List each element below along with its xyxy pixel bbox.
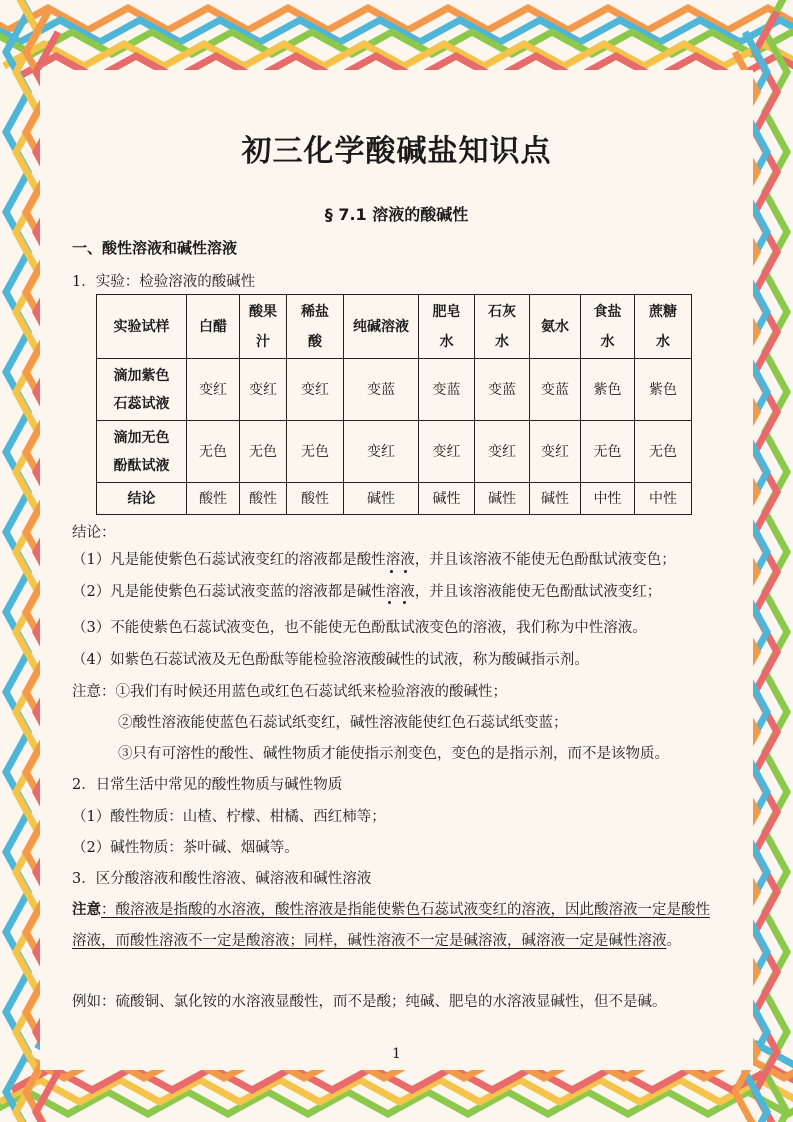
- conclusion-3: （3）不能使紫色石蕊试液变色，也不能使无色酚酞试液变色的溶液，我们称为中性溶液。: [72, 620, 647, 636]
- table-cell: 无色: [240, 421, 287, 483]
- note-1: 注意：①我们有时候还用蓝色或红色石蕊试纸来检验溶液的酸碱性；: [72, 684, 507, 700]
- table-header: 食盐水: [581, 295, 635, 359]
- note-acid-vs-acidic: [72, 894, 722, 957]
- table-cell: 变红: [419, 421, 475, 483]
- table-cell: 酸性: [287, 483, 344, 515]
- table-header: 实验试样: [97, 295, 187, 359]
- emphasis-dot: [388, 601, 391, 604]
- note-end: 。: [666, 933, 681, 949]
- table-header: 稀盐酸: [287, 295, 344, 359]
- table-cell: 变红: [187, 359, 240, 421]
- heading-acid-base-solutions: 一、酸性溶液和碱性溶液: [72, 239, 238, 257]
- table-cell: 紫色: [581, 359, 635, 421]
- table-cell: 无色: [581, 421, 635, 483]
- section-title: § 7.1 溶液的酸碱性: [324, 205, 469, 224]
- example-line: 例如：硫酸铜、氯化铵的水溶液显酸性，而不是酸；纯碱、肥皂的水溶液显碱性，但不是碱。: [72, 994, 667, 1010]
- emphasis-dot: [390, 570, 393, 573]
- table-cell: 酸性: [240, 483, 287, 515]
- note-3: ③只有可溶性的酸性、碱性物质才能使指示剂变色，变色的是指示剂，而不是该物质。: [118, 746, 669, 762]
- table-row: [97, 483, 692, 515]
- table-cell: 紫色: [635, 359, 692, 421]
- note-text: ：酸溶液是指酸的水溶液，酸性溶液是指能使紫色石蕊试液变红的溶液，因此酸溶液一定是酸性溶液，而酸性溶液不一定是酸溶液；同样，碱性溶液不一定是碱溶液，碱溶液一定是碱性溶液: [72, 902, 710, 949]
- row-label: 结论: [97, 483, 187, 515]
- conclusion-4: （4）如紫色石蕊试液及无色酚酞等能检验溶液酸碱性的试液，称为酸碱指示剂。: [72, 652, 589, 668]
- table-cell: 变蓝: [419, 359, 475, 421]
- basic-substances: （2）碱性物质：茶叶碱、烟碱等。: [72, 840, 299, 856]
- table-header: 酸果汁: [240, 295, 287, 359]
- table-row: [97, 359, 692, 421]
- row-label: 滴加紫色石蕊试液: [97, 359, 187, 421]
- table-cell: 变红: [344, 421, 419, 483]
- row-label: 滴加无色酚酞试液: [97, 421, 187, 483]
- table-cell: 中性: [635, 483, 692, 515]
- table-cell: 无色: [635, 421, 692, 483]
- table-header: 石灰水: [475, 295, 530, 359]
- conclusion-label: 结论：: [72, 525, 116, 541]
- page-title: 初三化学酸碱盐知识点: [241, 134, 552, 169]
- table-cell: 酸性: [187, 483, 240, 515]
- emphasis-dot: [403, 601, 406, 604]
- table-cell: 中性: [581, 483, 635, 515]
- table-cell: 碱性: [475, 483, 530, 515]
- table-cell: 变红: [530, 421, 581, 483]
- table-cell: 无色: [287, 421, 344, 483]
- table-header: 白醋: [187, 295, 240, 359]
- item-1-experiment: 1．实验：检验溶液的酸碱性: [72, 274, 256, 290]
- note-label: 注意: [72, 901, 101, 918]
- table-cell: 变蓝: [344, 359, 419, 421]
- table-header: 纯碱溶液: [344, 295, 419, 359]
- table-row: [97, 421, 692, 483]
- table-cell: 变红: [287, 359, 344, 421]
- acidic-substances: （1）酸性物质：山楂、柠檬、柑橘、西红柿等；: [72, 809, 386, 825]
- table-cell: 变蓝: [530, 359, 581, 421]
- table-cell: 变红: [475, 421, 530, 483]
- table-cell: 无色: [187, 421, 240, 483]
- item-3-heading: 3．区分酸溶液和酸性溶液、碱溶液和碱性溶液: [72, 871, 372, 887]
- note-2: ②酸性溶液能使蓝色石蕊试纸变红，碱性溶液能使红色石蕊试纸变蓝；: [118, 715, 568, 731]
- indicator-table: [96, 294, 692, 515]
- conclusion-2: （2）凡是能使紫色石蕊试液变蓝的溶液都是碱性溶液，并且该溶液能使无色酚酞试液变红；: [72, 584, 662, 600]
- table-cell: 碱性: [344, 483, 419, 515]
- table-header: 肥皂水: [419, 295, 475, 359]
- table-cell: 变红: [240, 359, 287, 421]
- table-header: 蔗糖水: [635, 295, 692, 359]
- conclusion-1: （1）凡是能使紫色石蕊试液变红的溶液都是酸性溶液，并且该溶液不能使无色酚酞试液变色；: [72, 552, 676, 568]
- item-2-heading: 2．日常生活中常见的酸性物质与碱性物质: [72, 777, 343, 793]
- emphasis-dot: [404, 570, 407, 573]
- table-cell: 碱性: [530, 483, 581, 515]
- page-number: 1: [392, 1046, 401, 1062]
- table-cell: 变蓝: [475, 359, 530, 421]
- table-cell: 碱性: [419, 483, 475, 515]
- table-header: 氨水: [530, 295, 581, 359]
